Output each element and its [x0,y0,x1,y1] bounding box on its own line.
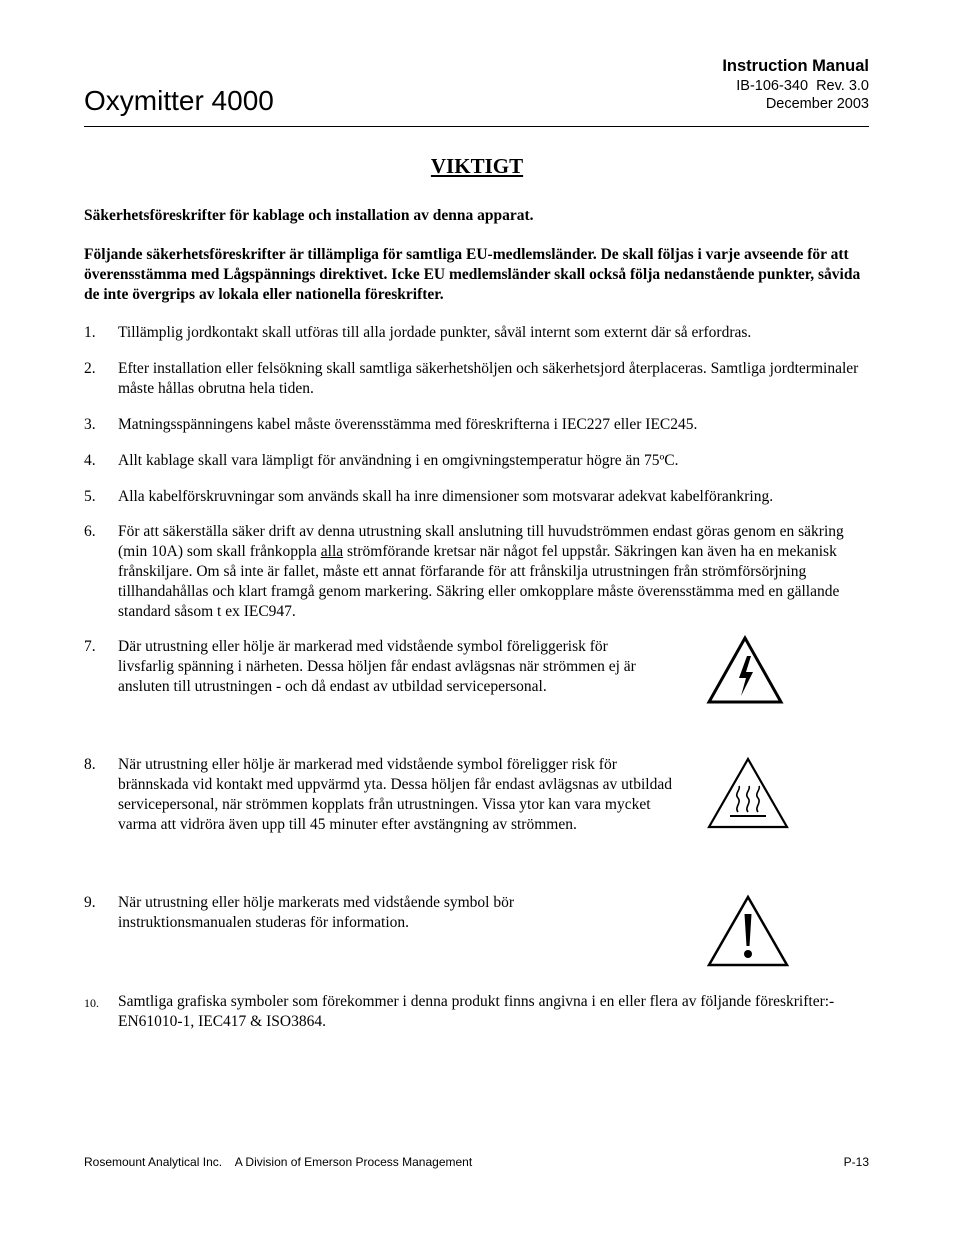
list-item-8 [84,755,684,835]
item-number: 1. [84,324,96,341]
product-title: Oxymitter 4000 [84,85,274,116]
item-text: Tillämplig jordkontakt skall utföras till alla jordade punkter, såväl internt som externt där så erfordras. [118,324,752,341]
item-text-part: strömförande kretsar när något fel uppstår. Säkringen kan även ha en mekanisk frånskiljare. Om så inte är fallet, måste ett annat förfarande för att frånskilja utrustningen från strömförsörjning tillhandahållas och klart framgå genom markering. Säkring eller omkopplare måste överensstämma med en gällande standard såsom t ex IEC947. [118,543,840,620]
item-text: Där utrustning eller hölje är markerad med vidstående symbol föreliggerisk för livsfarlig spänning i närheten. Dessa höljen får endast avlägsnas när strömmen ej är ansluten till utrustningen - och då endast av utbildad servicepersonal. [118,638,636,695]
item-number: 10. [84,996,99,1010]
item-text: Allt kablage skall vara lämpligt för användning i en omgivningstemperatur högre än 75ºC. [118,452,679,469]
doc-number: IB-106-340 Rev. 3.0 [736,78,869,94]
item-number: 7. [84,638,96,655]
item-text: Matningsspänningens kabel måste överensstämma med föreskrifterna i IEC227 eller IEC245. [118,416,698,433]
item-text-part: För att säkerställa säker drift av denna utrustning skall anslutning till huvudströmmen endast göras genom en säkring (min 10A) som skall frånkoppla [118,523,844,560]
item-text: Alla kabelförskruvningar som används skall ha inre dimensioner som motsvarar adekvat kabelförankring. [118,488,774,505]
item-text: Efter installation eller felsökning skall samtliga säkerhetshöljen och säkerhetsjord återplaceras. Samtliga jordterminaler måste hållas obrutna hela tiden. [118,360,859,397]
list-item-5 [84,487,874,507]
list-item-7 [84,637,664,697]
doc-date: December 2003 [765,96,869,112]
item-number: 5. [84,488,96,505]
item-text-underlined: alla [320,543,344,560]
item-text: När utrustning eller hölje är markerad med vidstående symbol föreligger risk för brännskada vid kontakt med uppvärmd yta. Dessa höljen får endast avlägsnas av utbildad servicepersonal, när strömmen kopplats från utrustningen. Vissa ytor kan vara mycket varma att vidröra även upp till 45 minuter efter avstängning av strömmen. [118,756,672,833]
item-number: 8. [84,756,96,773]
intro-paragraph: Följande säkerhetsföreskrifter är tillämpliga för samtliga EU-medlemsländer. De skall följas i varje avseende för att överensstämma med Lågspännings direktivet. Icke EU medlemsländer skall också följa nedanstående punkter, såvida de inte övergrips av lokala eller nationella föreskrifter. [84,246,861,303]
electric-shock-warning-icon [706,634,784,706]
list-item-2 [84,359,874,399]
item-number: 4. [84,452,96,469]
item-number: 9. [84,894,96,911]
footer-page-number: P-13 [843,1155,869,1169]
item-number: 2. [84,360,96,377]
item-text [118,522,874,622]
hot-surface-warning-icon [706,756,790,830]
item-number: 3. [84,416,96,433]
caution-exclamation-icon [706,894,790,968]
manual-label: Instruction Manual [722,57,869,75]
item-number: 6. [84,523,96,540]
footer-company: Rosemount Analytical Inc. A Division of Emerson Process Management [84,1155,473,1169]
list-item-1 [84,323,874,343]
header-divider [84,126,869,127]
header-doc-info [722,56,869,113]
list-item-10 [84,992,874,1032]
list-item-9 [84,893,644,933]
item-text: Samtliga grafiska symboler som förekommer i denna produkt finns angivna i en eller flera av följande föreskrifter:- EN61010-1, IEC417 & ISO3864. [118,993,835,1030]
list-item-3 [84,415,874,435]
list-item-6 [84,522,874,622]
intro-line-1: Säkerhetsföreskrifter för kablage och installation av denna apparat. [84,207,534,224]
page-heading: VIKTIGT [430,154,524,178]
list-item-4 [84,451,874,471]
item-text: När utrustning eller hölje markerats med vidstående symbol bör instruktionsmanualen studeras för information. [118,894,515,931]
